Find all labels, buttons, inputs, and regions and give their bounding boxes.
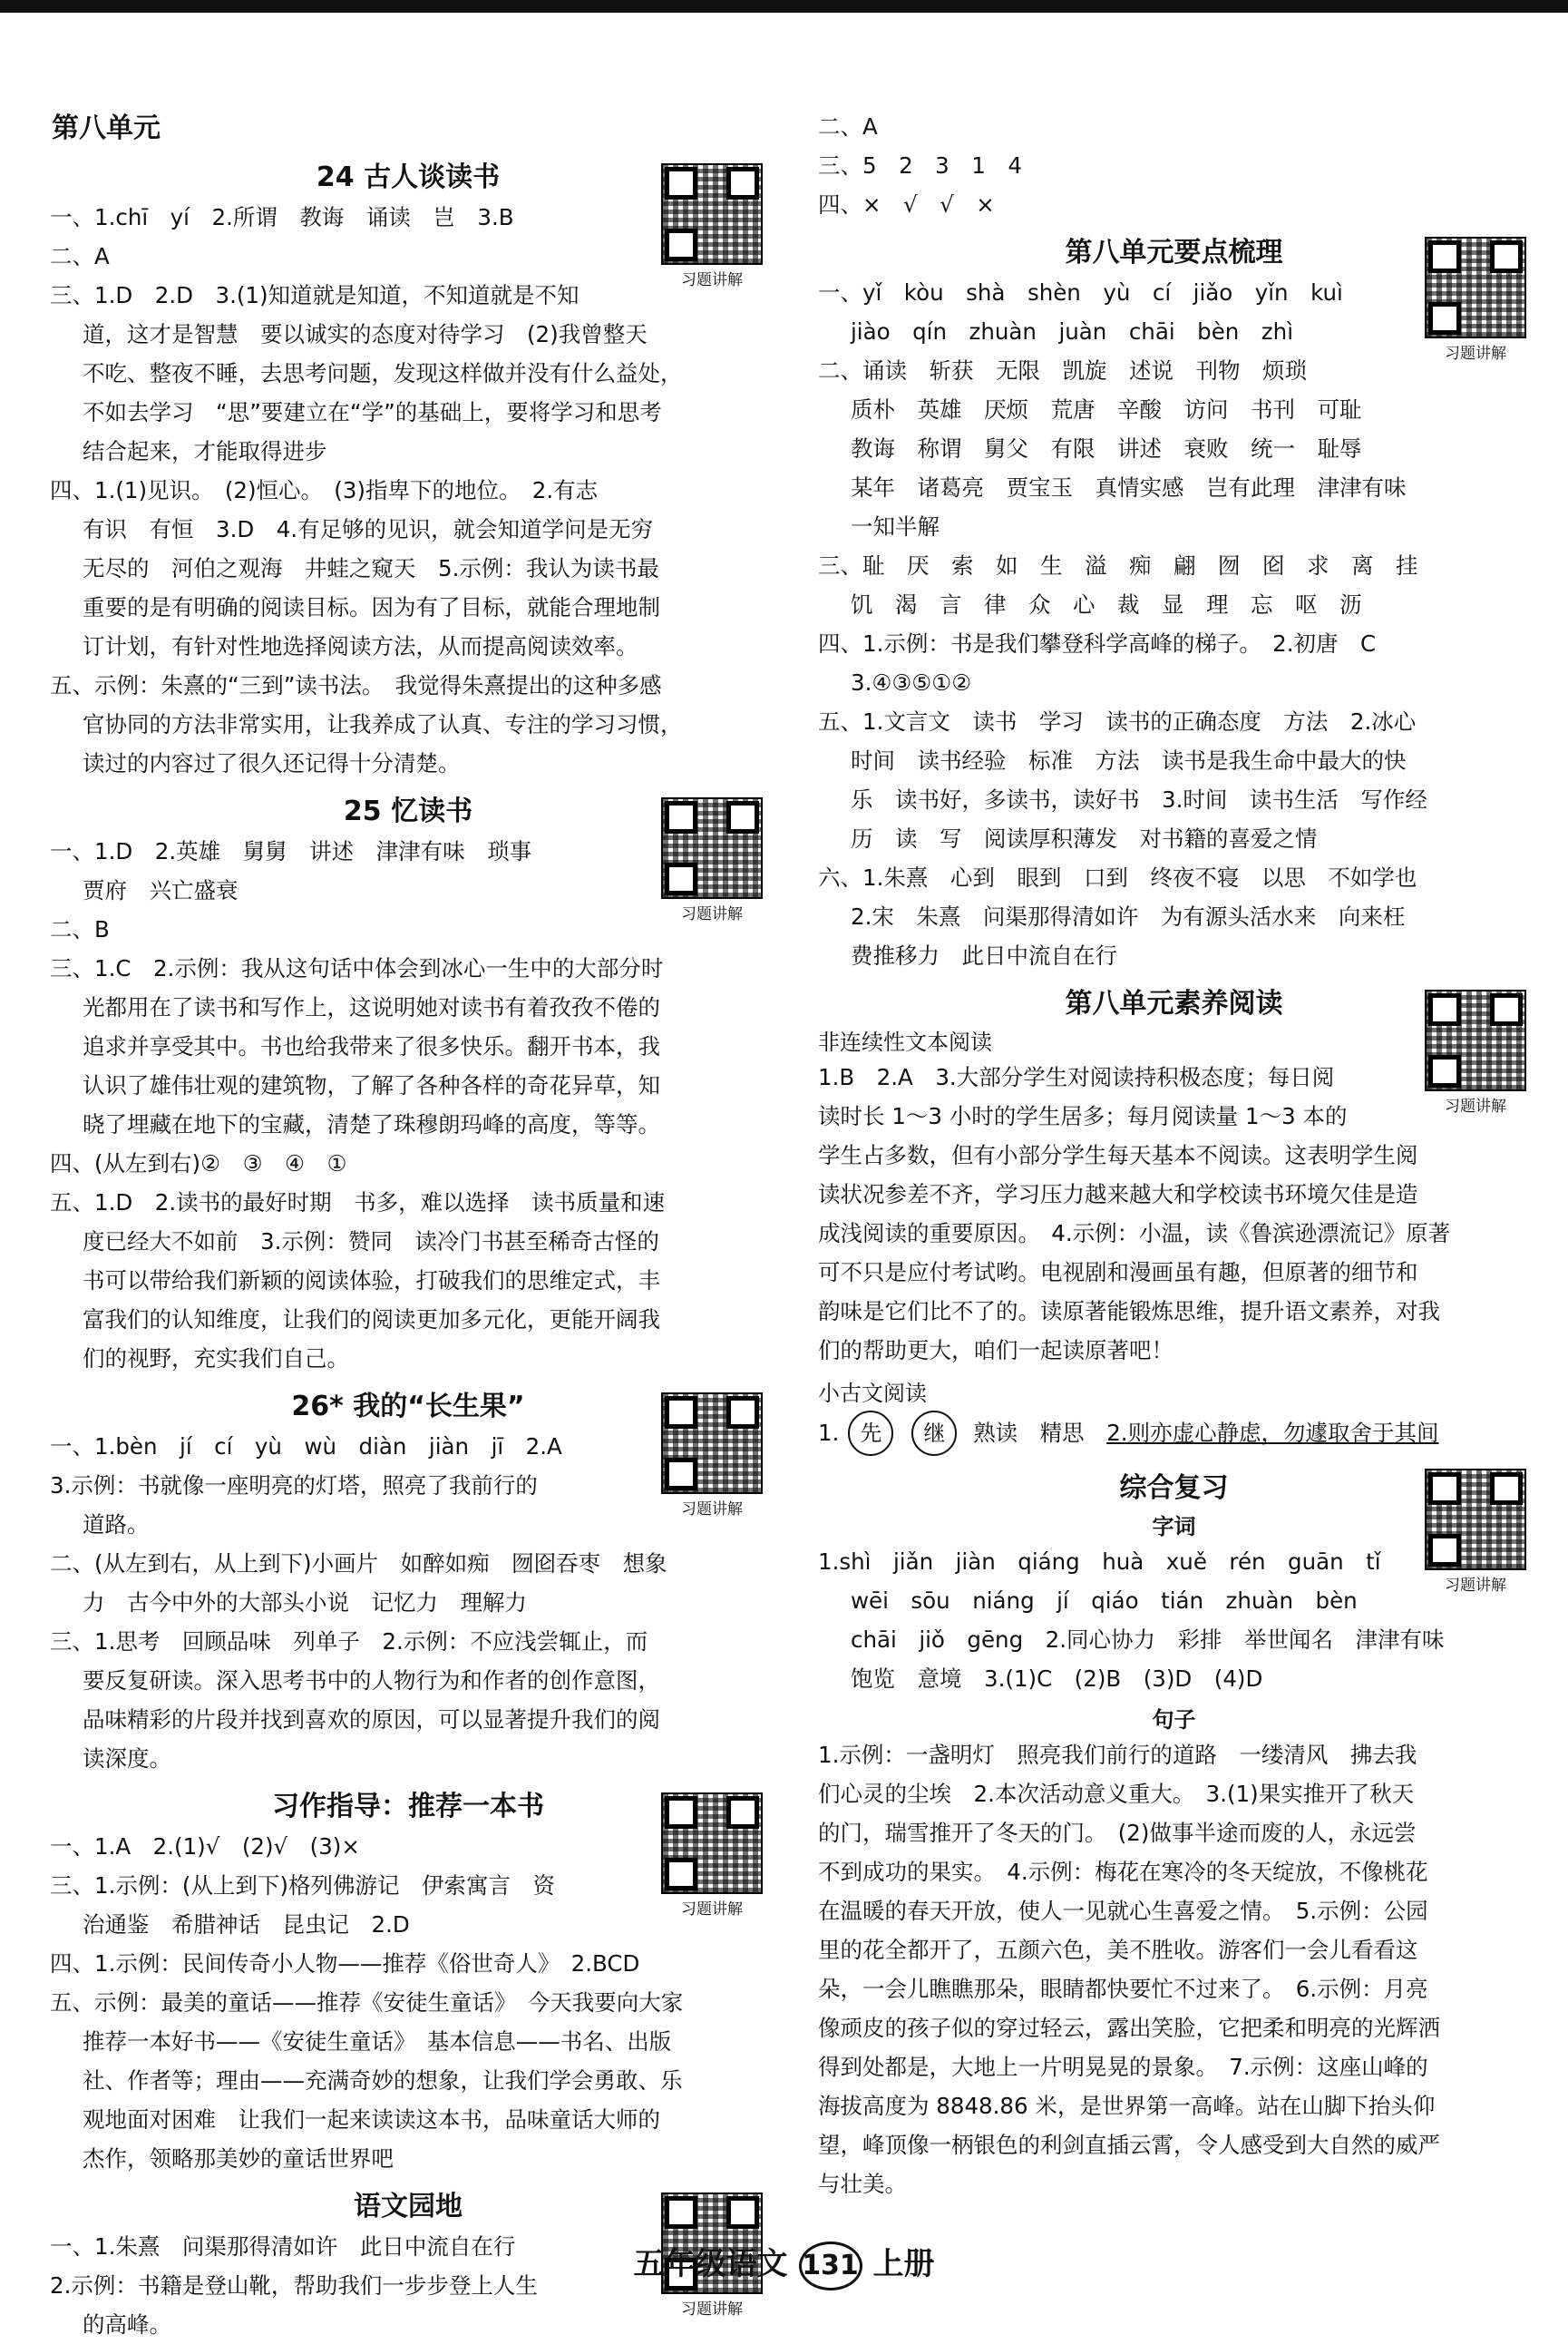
qr-code[interactable] [1425,990,1526,1116]
answer-line: 里的花全都开了，五颜六色，美不胜收。游客们一会儿看看这 [818,1937,1418,1963]
page-number: 131 [799,2241,862,2290]
answer-line: 晓了埋藏在地下的宝藏，清楚了珠穆朗玛峰的高度，等等。 [83,1111,660,1138]
qr-code[interactable] [661,163,763,289]
answer-line: 饱览 意境 3.(1)C (2)B (3)D (4)D [851,1665,1263,1692]
answer-line: 度已经大不如前 3.示例：赞同 读冷门书甚至稀奇古怪的 [83,1228,659,1255]
answer-line: 四、1.(1)见识。 (2)恒心。 (3)指卑下的地位。 2.有志 [50,477,599,503]
subsection-title: 句子 [1152,1707,1196,1733]
answer-line: 五、示例：最美的童话——推荐《安徒生童话》 今天我要向大家 [50,1989,684,2016]
circled-char: 继 [911,1411,957,1456]
answer-line: 历 读 写 阅读厚积薄发 对书籍的喜爱之情 [851,825,1318,852]
qr-label: 习题讲解 [681,271,743,289]
answer-line: 不到成功的果实。 4.示例：梅花在寒冷的冬天绽放，不像桃花 [818,1859,1428,1885]
answer-line: 品味精彩的片段并找到喜欢的原因，可以显著提升我们的阅 [83,1706,660,1733]
section-literacy-reading [818,981,1530,1456]
answer-line: 们的视野，充实我们自己。 [83,1345,349,1372]
qr-code-icon [661,1392,763,1494]
answer-line: 力 古今中外的大部头小说 记忆力 理解力 [83,1589,527,1616]
answer-line: 六、1.朱熹 心到 眼到 口到 终夜不寝 以思 不如学也 [818,864,1417,891]
answers-continued [818,107,1530,224]
qr-label: 习题讲解 [1445,345,1506,363]
answer-line: 一、yǐ kòu shà shèn yù cí jiǎo yǐn kuì [818,279,1343,306]
answer-line: 有识 有恒 3.D 4.有足够的见识，就会知道学问是无穷 [83,516,654,542]
answer-line: 四、× √ √ × [818,191,995,218]
qr-code[interactable] [661,1392,763,1519]
answer-line: 乐 读书好，多读书，读好书 3.时间 读书生活 写作经 [851,786,1427,813]
answer-line: 三、1.D 2.D 3.(1)知道就是知道，不知道就是不知 [50,282,579,308]
answer-line: 饥 渴 言 律 众 心 裁 显 理 忘 呕 沥 [851,591,1362,618]
answer-line: 社、作者等；理由——充满奇妙的想象，让我们学会勇敢、乐 [83,2067,683,2094]
answer-line: 五、1.D 2.读书的最好时期 书多，难以选择 读书质量和速 [50,1189,666,1216]
answer-line: 一、1.D 2.英雄 舅舅 讲述 津津有味 琐事 [50,838,532,864]
answer-line: 三、1.示例：(从上到下)格列佛游记 伊索寓言 资 [50,1872,555,1899]
answer-line: 二、A [50,243,110,269]
answer-line: 质朴 英雄 厌烦 荒唐 辛酸 访问 书刊 可耻 [851,396,1362,423]
qr-code-icon [1425,990,1526,1091]
qr-code[interactable] [1425,237,1526,363]
subsection-title: 字词 [1152,1514,1196,1539]
answer-line: 3.示例：书就像一座明亮的灯塔，照亮了我前行的 [50,1472,538,1499]
answer-line: 时间 读书经验 标准 方法 读书是我生命中最大的快 [851,747,1407,774]
section-s25 [50,788,766,1378]
answer-line: 不如去学习 “思”要建立在“学”的基础上，要将学习和思考 [83,399,662,425]
answer-line: 无尽的 河伯之观海 井蛙之窥天 5.示例：我认为读书最 [83,555,659,581]
answer-line: 们的帮助更大，咱们一起读原著吧！ [818,1337,1174,1363]
qr-label: 习题讲解 [681,1500,743,1519]
section-key-points [818,230,1530,975]
answer-line: 一、1.bèn jí cí yù wù diàn jiàn jī 2.A [50,1433,562,1460]
footer-volume: 上册 [872,2246,935,2282]
answer-line: 书可以带给我们新颖的阅读体验，打破我们的思维定式，丰 [83,1267,660,1294]
answer-line: 官协同的方法非常实用，让我养成了认真、专注的学习习惯， [83,711,683,737]
answer-line: 们心灵的尘埃 2.本次活动意义重大。 3.(1)果实推开了秋天 [818,1781,1415,1807]
answer-line: 与壮美。 [818,2171,907,2197]
answer-line: 要反复研读。深入思考书中的人物行为和作者的创作意图， [83,1667,660,1694]
answer-line: 像顽皮的孩子似的穿过轻云，露出笑脸，它把柔和明亮的光辉洒 [818,2015,1440,2041]
answer-line: 贾府 兴亡盛衰 [83,877,239,903]
answer-line: 得到处都是，大地上一片明晃晃的景象。 7.示例：这座山峰的 [818,2054,1428,2080]
answer-line: wēi sōu niáng jí qiáo tián zhuàn bèn [851,1587,1358,1614]
answer-line: 望，峰顶像一柄银色的利剑直插云霄，令人感受到大自然的威严 [818,2132,1440,2158]
answer-line: 三、1.思考 回顾品味 列单子 2.示例：不应浅尝辄止，而 [50,1628,648,1655]
answer-line: 三、1.C 2.示例：我从这句话中体会到冰心一生中的大部分时 [50,955,664,982]
section-title: 语文园地 [354,2191,463,2222]
left-column [50,102,766,2344]
answer-line: 读时长 1～3 小时的学生居多；每月阅读量 1～3 本的 [818,1103,1348,1129]
answer-line: 读状况参差不齐，学习压力越来越大和学校读书环境欠佳是造 [818,1181,1418,1207]
section-s26 [50,1383,766,1778]
answer-line: 一知半解 [851,513,940,540]
qr-label: 习题讲解 [1445,1577,1506,1595]
answer-line: 道，这才是智慧 要以诚实的态度对待学习 (2)我曾整天 [83,321,648,347]
answer-line: 三、耻 厌 索 如 生 溢 痴 翩 囫 囵 求 离 挂 [818,552,1418,579]
answer-line: 道路。 [83,1511,150,1538]
section-title: 第八单元素养阅读 [1065,988,1283,1020]
section-s24 [50,154,766,783]
answer-line: 某年 诸葛亮 贾宝玉 真情实感 岂有此理 津津有味 [851,474,1407,501]
answer-line: 的门，瑞雪推开了冬天的门。 (2)做事半途而废的人，永远尝 [818,1820,1417,1846]
answer-line: 2.宋 朱熹 问渠那得清如许 为有源头活水来 向来枉 [851,903,1406,930]
answer-line: 1.B 2.A 3.大部分学生对阅读持积极态度；每日阅 [818,1064,1335,1090]
footer-grade: 五年级语文 [633,2246,788,2282]
answer-line: 四、(从左到右)② ③ ④ ① [50,1150,347,1177]
subsection-label: 小古文阅读 [818,1381,927,1406]
answer-line: 海拔高度为 8848.86 米，是世界第一高峰。站在山脚下抬头仰 [818,2093,1436,2119]
answer-line: jiào qín zhuàn juàn chāi bèn zhì [851,318,1294,345]
answer-line: 重要的是有明确的阅读目标。因为有了目标，就能合理地制 [83,594,660,620]
answer-text: 2.则亦虚心静虑，勿遽取舍于其间 [1106,1420,1439,1446]
answer-text: 熟读 精思 [973,1420,1085,1446]
answer-line: 1.示例：一盏明灯 照亮我们前行的道路 一缕清风 拂去我 [818,1742,1417,1768]
answer-line: 五、示例：朱熹的“三到”读书法。 我觉得朱熹提出的这种多感 [50,672,662,698]
answer-line: 一、1.A 2.(1)√ (2)√ (3)× [50,1833,360,1860]
answer-line: 观地面对困难 让我们一起来读读这本书，品味童话大师的 [83,2106,660,2133]
answer-line: 治通鉴 希腊神话 昆虫记 2.D [83,1911,410,1938]
section-sxz [50,1783,766,2178]
answer-line [818,1411,1530,1456]
qr-code[interactable] [1425,1469,1526,1595]
answer-line: 读深度。 [83,1745,171,1772]
answer-line: 二、(从左到右，从上到下)小画片 如醉如痴 囫囵吞枣 想象 [50,1550,667,1577]
answer-line: 认识了雄伟壮观的建筑物，了解了各种各样的奇花异草，知 [83,1072,660,1099]
answer-line: 读过的内容过了很久还记得十分清楚。 [83,750,461,776]
answer-line: 二、A [818,113,878,140]
qr-label: 习题讲解 [681,905,743,923]
section-comprehensive-review [818,1465,1530,2203]
answer-line: 四、1.示例：书是我们攀登科学高峰的梯子。 2.初唐 C [818,630,1377,657]
answer-line: 五、1.文言文 读书 学习 读书的正确态度 方法 2.冰心 [818,708,1417,735]
answer-line: 费推移力 此日中流自在行 [851,942,1117,969]
answer-line: 杰作，领略那美妙的童话世界吧 [83,2145,394,2172]
answer-line: 二、诵读 斩获 无限 凯旋 述说 刊物 烦琐 [818,357,1307,384]
qr-code[interactable] [661,1792,763,1919]
qr-code[interactable] [661,797,763,923]
answer-line: 二、B [50,916,110,942]
answer-line: 朵，一会儿瞧瞧那朵，眼睛都快要忙不过来了。 6.示例：月亮 [818,1976,1428,2002]
circled-char: 先 [848,1411,893,1456]
question-number: 1. [818,1420,840,1446]
answer-line: 1.shì jiǎn jiàn qiáng huà xuě rén guān tǐ [818,1548,1381,1575]
qr-code-icon [1425,1469,1526,1570]
answer-line: 学生占多数，但有小部分学生每天基本不阅读。这表明学生阅 [818,1142,1418,1168]
top-border [0,0,1568,13]
answer-line: 光都用在了读书和写作上，这说明她对读书有着孜孜不倦的 [83,994,660,1021]
right-column [818,107,1530,2203]
qr-label: 习题讲解 [681,2300,743,2319]
subsection-label: 非连续性文本阅读 [818,1030,992,1055]
qr-label: 习题讲解 [681,1900,743,1919]
qr-label: 习题讲解 [1445,1098,1506,1116]
section-title: 24 古人谈读书 [316,161,501,193]
answer-line: 可不只是应付考试哟。电视剧和漫画虽有趣，但原著的细节和 [818,1259,1418,1285]
qr-code-icon [661,163,763,265]
answer-line: 在温暖的春天开放，使人一见就心生喜爱之情。 5.示例：公园 [818,1898,1428,1924]
answer-line: 3.④③⑤①② [851,669,972,696]
answer-line: 教诲 称谓 舅父 有限 讲述 衰败 统一 耻辱 [851,435,1362,462]
answer-line: 成浅阅读的重要原因。 4.示例：小温，读《鲁滨逊漂流记》原著 [818,1220,1451,1246]
qr-code-icon [661,797,763,899]
answer-line: 富我们的认知维度，让我们的阅读更加多元化，更能开阔我 [83,1306,660,1333]
page-footer [0,2239,1568,2290]
section-title: 习作指导：推荐一本书 [272,1791,544,1822]
qr-code-icon [661,1792,763,1894]
answer-line: 三、5 2 3 1 4 [818,152,1022,179]
answer-line: 结合起来，才能取得进步 [83,438,327,464]
unit-title: 第八单元 [52,112,161,144]
section-title: 综合复习 [1119,1472,1229,1504]
answer-line: 一、1.朱熹 问渠那得清如许 此日中流自在行 [50,2233,516,2260]
section-title: 第八单元要点梳理 [1065,237,1283,269]
answer-line: chāi jiǒ gēng 2.同心协力 彩排 举世闻名 津津有味 [851,1626,1445,1653]
section-title: 25 忆读书 [343,796,473,827]
answer-line: 订计划，有针对性地选择阅读方法，从而提高阅读效率。 [83,633,638,659]
answer-line: 2.示例：书籍是登山靴，帮助我们一步步登上人生 [50,2272,538,2299]
answer-line: 追求并享受其中。书也给我带来了很多快乐。翻开书本，我 [83,1033,660,1060]
answer-line: 的高峰。 [83,2311,171,2338]
qr-code-icon [1425,237,1526,338]
answer-line: 不吃、整夜不睡，去思考问题，发现这样做并没有什么益处， [83,360,683,386]
answer-line: 四、1.示例：民间传奇小人物——推荐《俗世奇人》 2.BCD [50,1950,640,1977]
answer-line: 韵味是它们比不了的。读原著能锻炼思维，提升语文素养，对我 [818,1298,1440,1324]
answer-line: 一、1.chī yí 2.所谓 教诲 诵读 岂 3.B [50,204,514,230]
section-title: 26* 我的“长生果” [291,1391,525,1422]
answer-line: 推荐一本好书——《安徒生童话》 基本信息——书名、出版 [83,2028,672,2055]
